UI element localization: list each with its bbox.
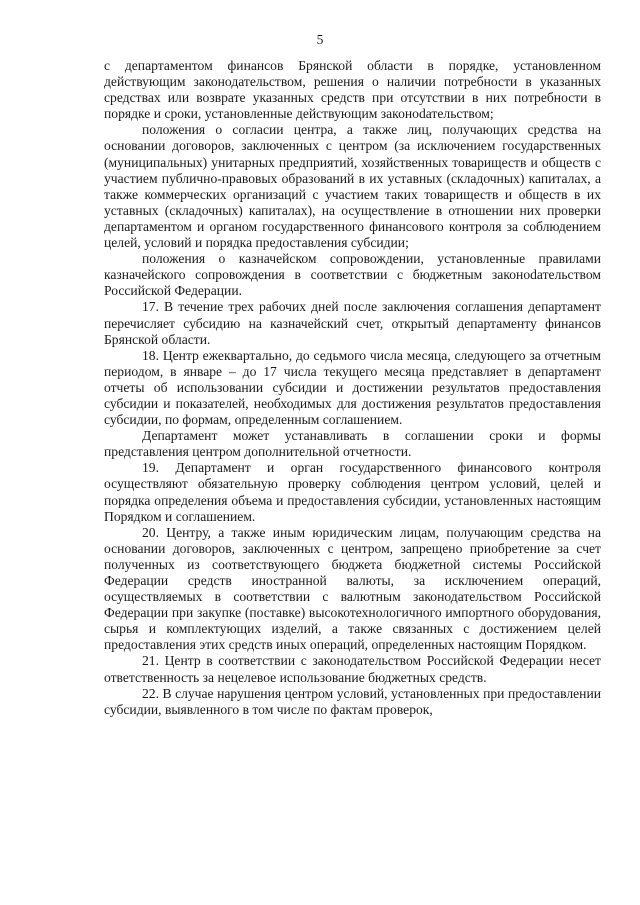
paragraph: положения о согласии центра, а также лиц, получающих средства на основании договоров, заключенных с центром (за исключением государственных (муниципальных) унитарных предприятий, хозяйственных товариществ и обществ с участием публично-правовых образований в их уставных (складочных) капиталах, а также коммерческих организаций с участием таких товариществ и обществ в их уставных (складочных) капиталах), на осуществление в отношении них проверки департаментом и органом государственного финансового контроля за соблюдением целей, условий и порядка предоставления субсидии; — [104, 122, 601, 251]
paragraph: положения о казначейском сопровождении, установленные правилами казначейского сопровождения в соответствии с бюджетным законоdательством Российской Федерации. — [104, 251, 601, 299]
document-body — [104, 58, 601, 718]
paragraph-item-20: 20. Центру, а также иным юридическим лицам, получающим средства на основании договоров, заключенных с центром, запрещено приобретение за счет полученных из соответствующего бюджета бюджетной системы Российской Федерации средств иностранной валюты, за исключением операций, осуществляемых в соответствии с валютным законодательством Российской Федерации при закупке (поставке) высокотехнологичного импортного оборудования, сырья и комплектующих изделий, а также связанных с достижением целей предоставления этих средств иных операций, определенных настоящим Порядком. — [104, 524, 601, 653]
paragraph-item-17: 17. В течение трех рабочих дней после заключения соглашения департамент перечисляет субсидию на казначейский счет, открытый департаменту финансов Брянской области. — [104, 299, 601, 347]
paragraph: с департаментом финансов Брянской области в порядке, установленном действующим законодательством, решения о наличии потребности в указанных средствах или возврате указанных средств при отсутствии в них потребности в порядке и сроки, установленные действующим законоdательством; — [104, 58, 601, 122]
page-number: 5 — [316, 32, 324, 47]
paragraph-item-21: 21. Центр в соответствии с законодательством Российской Федерации несет ответственность за нецелевое использование бюджетных средств. — [104, 653, 601, 685]
paragraph-item-19: 19. Департамент и орган государственного финансового контроля осуществляют обязательную проверку соблюдения центром условий, целей и порядка определения объема и предоставления субсидии, установленных настоящим Порядком и соглашением. — [104, 460, 601, 524]
paragraph-item-18: 18. Центр ежеквартально, до седьмого числа месяца, следующего за отчетным периодом, в январе – до 17 числа текущего месяца представляет в департамент отчеты об использовании субсидии и достижении результатов предоставления субсидии и показателей, необходимых для достижения результатов предоставления субсидии, по формам, определенным соглашением. — [104, 347, 601, 428]
paragraph: Департамент может устанавливать в соглашении сроки и формы представления центром дополнительной отчетности. — [104, 428, 601, 460]
paragraph-item-22: 22. В случае нарушения центром условий, установленных при предоставлении субсидии, выявленного в том числе по фактам проверок, — [104, 685, 601, 717]
